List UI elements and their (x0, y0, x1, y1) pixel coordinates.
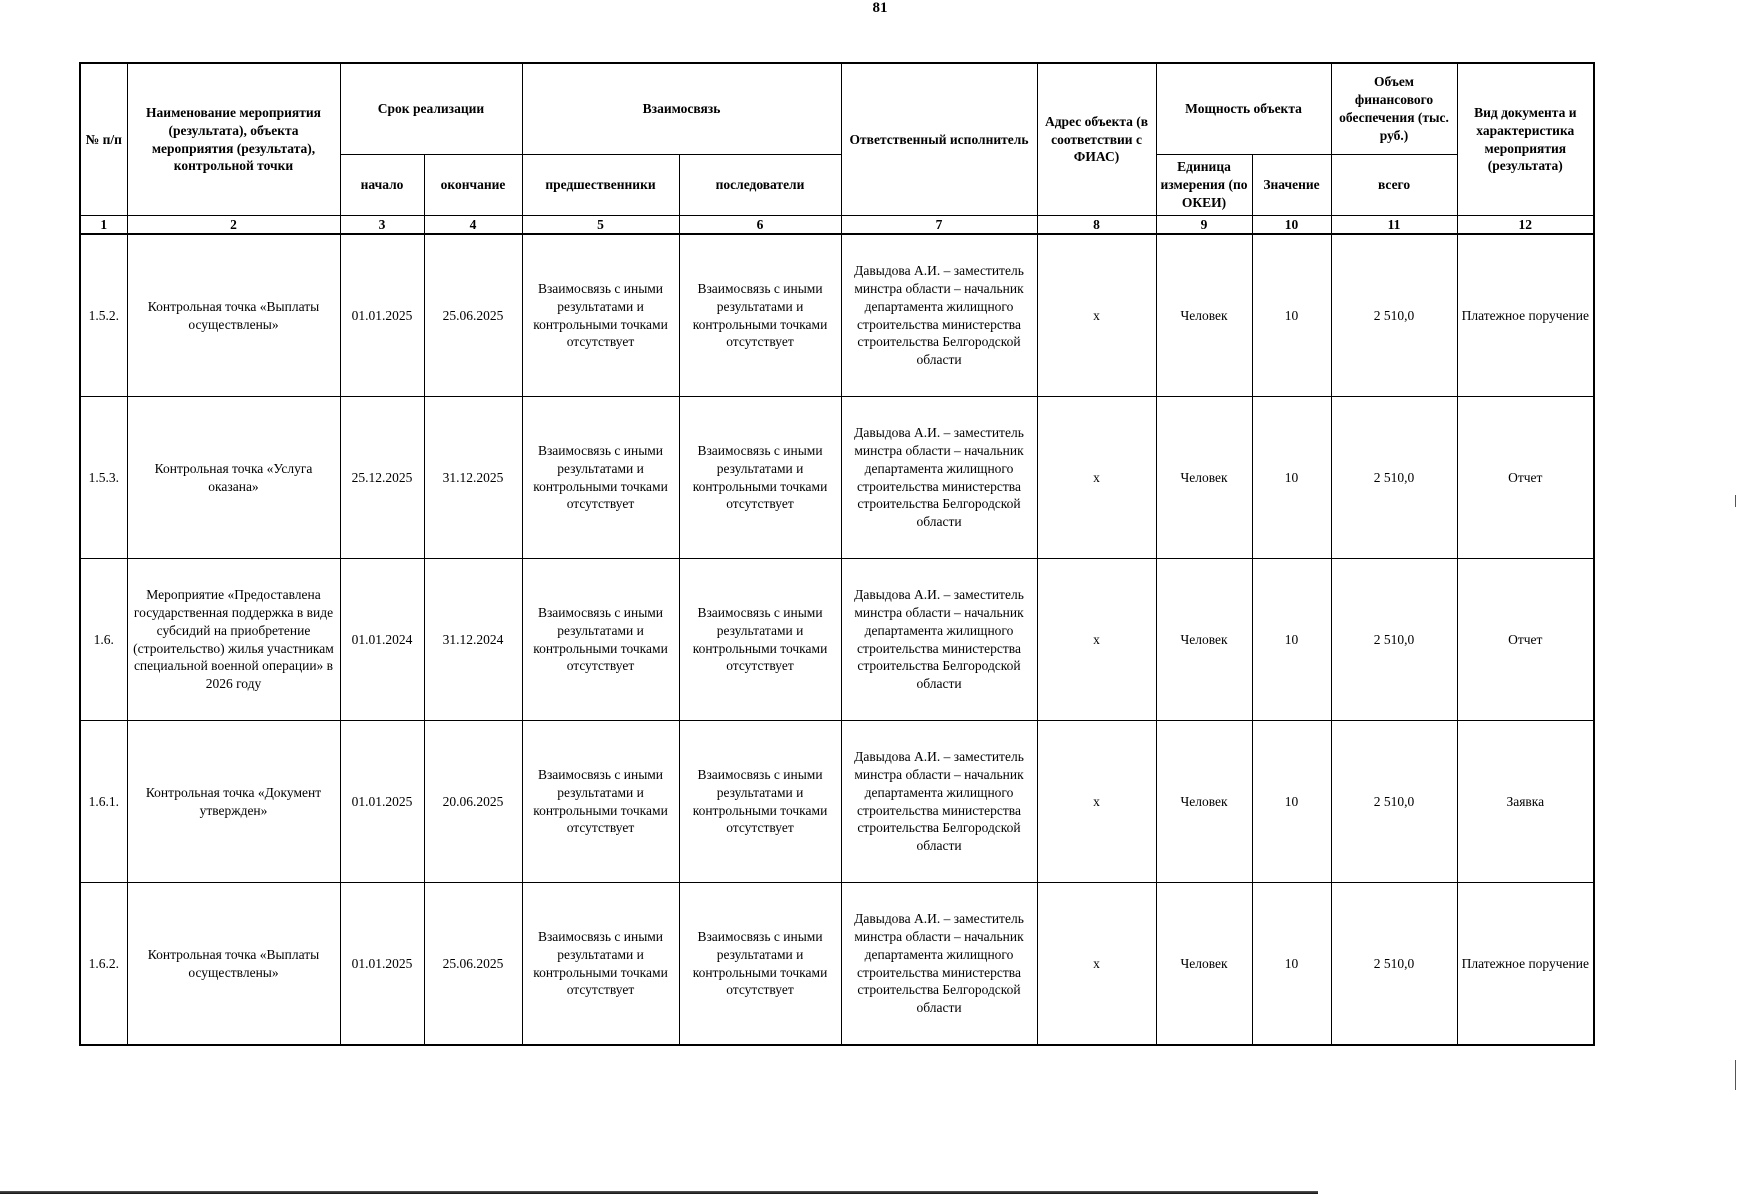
row-finance-total: 2 510,0 (1331, 397, 1457, 559)
row-start-date: 01.01.2025 (340, 883, 424, 1046)
row-unit: Человек (1156, 234, 1252, 397)
row-finance-total: 2 510,0 (1331, 234, 1457, 397)
row-doc-type: Отчет (1457, 559, 1594, 721)
row-finance-total: 2 510,0 (1331, 883, 1457, 1046)
column-number: 5 (522, 216, 679, 235)
row-responsible: Давыдова А.И. – заместитель минстра области – начальник департамента жилищного строительства министерства строительства Белгородской области (841, 234, 1037, 397)
row-code: 1.5.2. (80, 234, 127, 397)
header-links-next: последователи (679, 155, 841, 216)
row-end-date: 31.12.2024 (424, 559, 522, 721)
row-predecessors: Взаимосвязь с иными результатами и контрольными точками отсутствует (522, 721, 679, 883)
table-row (80, 397, 1594, 559)
row-doc-type: Отчет (1457, 397, 1594, 559)
row-name: Контрольная точка «Документ утвержден» (127, 721, 340, 883)
table-row (80, 721, 1594, 883)
row-code: 1.5.3. (80, 397, 127, 559)
header-responsible: Ответственный исполнитель (841, 63, 1037, 216)
activities-table (79, 62, 1595, 1046)
row-name: Мероприятие «Предоставлена государственная поддержка в виде субсидий на приобретение (строительство) жилья участникам специальной военной операции» в 2026 году (127, 559, 340, 721)
row-code: 1.6.2. (80, 883, 127, 1046)
row-name: Контрольная точка «Выплаты осуществлены» (127, 234, 340, 397)
header-capacity-unit: Единица измерения (по ОКЕИ) (1156, 155, 1252, 216)
row-doc-type: Заявка (1457, 721, 1594, 883)
column-number: 4 (424, 216, 522, 235)
row-predecessors: Взаимосвязь с иными результатами и контрольными точками отсутствует (522, 234, 679, 397)
row-successors: Взаимосвязь с иными результатами и контрольными точками отсутствует (679, 397, 841, 559)
row-value: 10 (1252, 721, 1331, 883)
table-header (80, 63, 1594, 234)
row-unit: Человек (1156, 883, 1252, 1046)
row-start-date: 01.01.2025 (340, 234, 424, 397)
header-doc-type: Вид документа и характеристика мероприятия (результата) (1457, 63, 1594, 216)
header-name: Наименование мероприятия (результата), объекта мероприятия (результата), контрольной точки (127, 63, 340, 216)
header-num: № п/п (80, 63, 127, 216)
row-value: 10 (1252, 883, 1331, 1046)
header-period: Срок реализации (340, 63, 522, 155)
page-number: 81 (872, 0, 888, 16)
row-value: 10 (1252, 234, 1331, 397)
row-value: 10 (1252, 397, 1331, 559)
row-responsible: Давыдова А.И. – заместитель минстра области – начальник департамента жилищного строительства министерства строительства Белгородской области (841, 397, 1037, 559)
row-unit: Человек (1156, 397, 1252, 559)
row-responsible: Давыдова А.И. – заместитель минстра области – начальник департамента жилищного строительства министерства строительства Белгородской области (841, 883, 1037, 1046)
row-value: 10 (1252, 559, 1331, 721)
header-address: Адрес объекта (в соответствии с ФИАС) (1037, 63, 1156, 216)
row-address: х (1037, 397, 1156, 559)
scan-edge-mark (1735, 495, 1736, 507)
scan-edge-mark (1735, 1060, 1736, 1090)
row-unit: Человек (1156, 721, 1252, 883)
column-number: 8 (1037, 216, 1156, 235)
row-finance-total: 2 510,0 (1331, 721, 1457, 883)
column-number: 7 (841, 216, 1037, 235)
table-body (80, 234, 1594, 1045)
row-address: х (1037, 234, 1156, 397)
table-row (80, 559, 1594, 721)
column-number: 2 (127, 216, 340, 235)
row-name: Контрольная точка «Услуга оказана» (127, 397, 340, 559)
table-row (80, 883, 1594, 1046)
row-unit: Человек (1156, 559, 1252, 721)
row-name: Контрольная точка «Выплаты осуществлены» (127, 883, 340, 1046)
row-code: 1.6. (80, 559, 127, 721)
row-address: х (1037, 883, 1156, 1046)
header-capacity-value: Значение (1252, 155, 1331, 216)
row-code: 1.6.1. (80, 721, 127, 883)
column-number: 9 (1156, 216, 1252, 235)
row-successors: Взаимосвязь с иными результатами и контрольными точками отсутствует (679, 721, 841, 883)
row-finance-total: 2 510,0 (1331, 559, 1457, 721)
header-period-end: окончание (424, 155, 522, 216)
header-finance-total: всего (1331, 155, 1457, 216)
row-predecessors: Взаимосвязь с иными результатами и контрольными точками отсутствует (522, 559, 679, 721)
header-links-prev: предшественники (522, 155, 679, 216)
row-end-date: 25.06.2025 (424, 234, 522, 397)
row-start-date: 01.01.2025 (340, 721, 424, 883)
row-address: х (1037, 559, 1156, 721)
row-end-date: 31.12.2025 (424, 397, 522, 559)
header-finance: Объем финансового обеспечения (тыс. руб.) (1331, 63, 1457, 155)
row-address: х (1037, 721, 1156, 883)
column-number: 10 (1252, 216, 1331, 235)
row-doc-type: Платежное поручение (1457, 883, 1594, 1046)
row-end-date: 25.06.2025 (424, 883, 522, 1046)
row-successors: Взаимосвязь с иными результатами и контрольными точками отсутствует (679, 559, 841, 721)
row-end-date: 20.06.2025 (424, 721, 522, 883)
column-number: 6 (679, 216, 841, 235)
bottom-rule (0, 1191, 1318, 1194)
row-successors: Взаимосвязь с иными результатами и контрольными точками отсутствует (679, 883, 841, 1046)
header-capacity: Мощность объекта (1156, 63, 1331, 155)
header-links: Взаимосвязь (522, 63, 841, 155)
row-successors: Взаимосвязь с иными результатами и контрольными точками отсутствует (679, 234, 841, 397)
table-row (80, 234, 1594, 397)
row-responsible: Давыдова А.И. – заместитель минстра области – начальник департамента жилищного строительства министерства строительства Белгородской области (841, 721, 1037, 883)
row-predecessors: Взаимосвязь с иными результатами и контрольными точками отсутствует (522, 883, 679, 1046)
row-start-date: 25.12.2025 (340, 397, 424, 559)
row-doc-type: Платежное поручение (1457, 234, 1594, 397)
row-responsible: Давыдова А.И. – заместитель минстра области – начальник департамента жилищного строительства министерства строительства Белгородской области (841, 559, 1037, 721)
column-number: 11 (1331, 216, 1457, 235)
row-predecessors: Взаимосвязь с иными результатами и контрольными точками отсутствует (522, 397, 679, 559)
column-number: 3 (340, 216, 424, 235)
column-number-row (80, 216, 1594, 235)
column-number: 12 (1457, 216, 1594, 235)
header-period-start: начало (340, 155, 424, 216)
column-number: 1 (80, 216, 127, 235)
row-start-date: 01.01.2024 (340, 559, 424, 721)
